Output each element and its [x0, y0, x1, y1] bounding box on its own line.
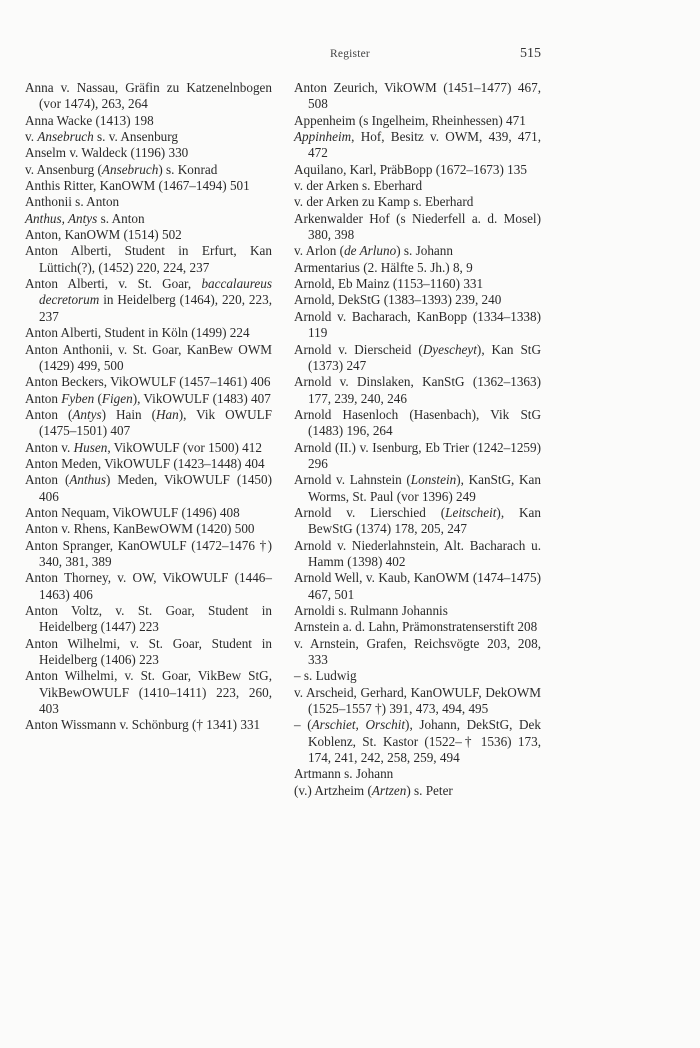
entry-italic-text: Artzen — [371, 782, 407, 798]
entry-text: Anton Zeurich, VikOWM (1451–1477) 467, 508 — [294, 80, 541, 112]
index-entry — [294, 162, 541, 178]
entry-text: Arnoldi s. Rulmann Johannis — [294, 603, 448, 618]
entry-text: Anton ( — [25, 472, 70, 488]
index-entry — [25, 227, 272, 243]
entry-text: Appenheim (s Ingelheim, Rheinhessen) 471 — [294, 112, 526, 128]
entry-text: Aquilano, Karl, PräbBopp (1672–1673) 135 — [294, 161, 527, 177]
index-entry — [25, 407, 272, 440]
entry-text: s. Anton — [97, 210, 145, 226]
page-number: 515 — [520, 46, 541, 61]
index-entry — [294, 407, 541, 440]
index-entry — [294, 211, 541, 244]
entry-italic-text: Appinheim — [294, 129, 352, 145]
index-entry — [294, 472, 541, 505]
entry-text: ), VikOWULF (1483) 407 — [132, 390, 271, 406]
index-entry — [294, 374, 541, 407]
entry-text: ), KanStG, Kan Worms, St. Paul (vor 1396) 249 — [308, 472, 541, 504]
entry-text: Anton Thorney, v. OW, VikOWULF (1446–1463) 406 — [25, 570, 272, 602]
entry-text: Anton Beckers, VikOWULF (1457–1461) 406 — [25, 374, 271, 390]
index-entry — [25, 178, 272, 194]
entry-italic-text: baccalaureus decretorum — [39, 276, 272, 308]
entry-text: Anthonii s. Anton — [25, 194, 120, 210]
entry-italic-text: de Arluno — [344, 243, 397, 259]
entry-text: ) Meden, VikOWULF (1450) 406 — [39, 472, 272, 504]
entry-text: Arnstein a. d. Lahn, Prämonstratenserstift 208 — [294, 619, 538, 635]
index-entry — [294, 260, 541, 276]
index-entry — [25, 145, 272, 161]
index-entry — [25, 325, 272, 341]
entry-text: in Heidelberg (1464), 220, 223, 237 — [39, 292, 272, 324]
entry-text: Anton Voltz, v. St. Goar, Student in Heidelberg (1447) 223 — [25, 603, 272, 635]
index-entry — [25, 456, 272, 472]
entry-text: Anthis Ritter, KanOWM (1467–1494) 501 — [25, 178, 250, 194]
index-entry — [25, 440, 272, 456]
entry-text: ) Hain ( — [101, 406, 157, 422]
entry-text: Anton Alberti, v. St. Goar, — [25, 276, 202, 292]
entry-italic-text: Leitscheit — [445, 504, 497, 520]
entry-italic-text: Arschiet, Orschit — [311, 717, 406, 733]
entry-text: Anton Nequam, VikOWULF (1496) 408 — [25, 504, 240, 520]
entry-text: Artmann s. Johann — [294, 766, 394, 782]
index-column-left — [25, 80, 272, 734]
entry-text: ) s. Peter — [406, 782, 453, 798]
entry-text: Anton Alberti, Student in Erfurt, Kan Lüttich(?), (1452) 220, 224, 237 — [25, 243, 272, 275]
entry-text: v. — [25, 129, 38, 145]
entry-text: Anton Anthonii, v. St. Goar, KanBew OWM (1429) 499, 500 — [25, 341, 272, 373]
entry-text: ), Kan StG (1373) 247 — [308, 341, 541, 373]
entry-text: Arnold, DekStG (1383–1393) 239, 240 — [294, 292, 502, 308]
entry-text: Arnold v. Lahnstein ( — [294, 472, 411, 488]
entry-text: Anna v. Nassau, Gräfin zu Katzenelnbogen (vor 1474), 263, 264 — [25, 80, 272, 112]
index-entry — [294, 717, 541, 766]
entry-text: Arnold v. Dinslaken, KanStG (1362–1363) 177, 239, 240, 246 — [294, 374, 541, 406]
entry-text: Anton ( — [25, 406, 73, 422]
index-entry — [294, 342, 541, 375]
index-entry — [25, 391, 272, 407]
entry-italic-text: Lonstein — [410, 472, 457, 488]
entry-italic-text: Antys — [72, 406, 102, 422]
index-entry — [294, 766, 541, 782]
entry-text: – s. Ludwig — [294, 668, 357, 684]
entry-text: – ( — [294, 717, 312, 733]
entry-text: Arnold v. Dierscheid ( — [294, 341, 423, 357]
index-column-right — [294, 80, 541, 799]
entry-text: v. der Arken zu Kamp s. Eberhard — [294, 194, 474, 210]
index-entry — [294, 505, 541, 538]
entry-text: s. v. Ansenburg — [93, 129, 179, 145]
entry-italic-text: Husen — [73, 439, 108, 455]
entry-text: Arkenwalder Hof (s Niederfell a. d. Mosel) 380, 398 — [294, 210, 541, 243]
entry-text: Anton Wilhelmi, v. St. Goar, VikBew StG, VikBewOWULF (1410–1411) 223, 260, 403 — [25, 668, 272, 717]
index-entry — [294, 243, 541, 259]
entry-text: (v.) Artzheim ( — [294, 782, 372, 798]
entry-text: Anton — [25, 390, 62, 406]
entry-text: v. der Arken s. Eberhard — [294, 178, 423, 194]
entry-text: Anton, KanOWM (1514) 502 — [25, 227, 182, 243]
entry-text: Arnold v. Niederlahnstein, Alt. Bacharach u. Hamm (1398) 402 — [294, 537, 541, 569]
index-entry — [25, 603, 272, 636]
entry-text: Arnold Hasenloch (Hasenbach), Vik StG (1483) 196, 264 — [294, 406, 541, 439]
entry-italic-text: Fyben — [61, 390, 95, 406]
entry-text: v. Ansenburg ( — [25, 161, 102, 177]
index-entry — [294, 129, 541, 162]
entry-text: ), Johann, DekStG, Dek Koblenz, St. Kastor (1522–† 1536) 173, 174, 241, 242, 258, 259, 494 — [308, 717, 541, 766]
entry-text: Anselm v. Waldeck (1196) 330 — [25, 145, 189, 161]
entry-italic-text: Dyescheyt — [422, 341, 477, 357]
entry-text: ) s. Konrad — [158, 161, 218, 177]
entry-text: Arnold v. Lierschied ( — [294, 504, 446, 520]
entry-text: , VikOWULF (vor 1500) 412 — [107, 439, 262, 455]
entry-italic-text: Anthus — [69, 472, 106, 488]
index-entry — [294, 276, 541, 292]
running-head — [0, 46, 700, 66]
index-entry — [294, 538, 541, 571]
entry-text: , Hof, Besitz v. OWM, 439, 471, 472 — [308, 129, 541, 161]
entry-text: Anton v. Rhens, KanBewOWM (1420) 500 — [25, 521, 255, 537]
entry-text: Anton Meden, VikOWULF (1423–1448) 404 — [25, 455, 265, 471]
index-entry — [25, 162, 272, 178]
entry-italic-text: Anthus, Antys — [25, 210, 98, 226]
index-entry — [25, 342, 272, 375]
entry-italic-text: Figen — [101, 390, 133, 406]
entry-text: Arnold v. Bacharach, KanBopp (1334–1338) 119 — [294, 308, 541, 341]
index-entry — [25, 80, 272, 113]
index-entry — [25, 374, 272, 390]
entry-italic-text: Ansebruch — [101, 161, 159, 177]
index-entry — [25, 505, 272, 521]
index-entry — [25, 538, 272, 571]
index-entry — [25, 243, 272, 276]
index-entry — [294, 619, 541, 635]
index-entry — [25, 113, 272, 129]
index-entry — [25, 717, 272, 733]
entry-text: Anna Wacke (1413) 198 — [25, 112, 154, 128]
entry-text: v. Arscheid, Gerhard, KanOWULF, DekOWM (1525–1557 †) 391, 473, 494, 495 — [294, 684, 541, 717]
index-entry — [294, 636, 541, 669]
index-entry — [294, 685, 541, 718]
entry-text: Arnold, Eb Mainz (1153–1160) 331 — [294, 276, 484, 292]
entry-italic-text: Ansebruch — [37, 129, 94, 145]
entry-text: Anton v. — [25, 439, 74, 455]
index-entry — [25, 194, 272, 210]
index-entry — [294, 783, 541, 799]
index-entry — [294, 309, 541, 342]
index-entry — [294, 178, 541, 194]
index-entry — [294, 80, 541, 113]
entry-text: Anton Spranger, KanOWULF (1472–1476 †) 340, 381, 389 — [25, 537, 272, 569]
index-entry — [25, 570, 272, 603]
entry-text: Anton Wilhelmi, v. St. Goar, Student in Heidelberg (1406) 223 — [25, 635, 272, 668]
index-entry — [294, 570, 541, 603]
index-entry — [294, 194, 541, 210]
index-entry — [25, 521, 272, 537]
entry-text: ), Vik OWULF (1475–1501) 407 — [39, 406, 272, 439]
index-entry — [294, 440, 541, 473]
entry-text: Armentarius (2. Hälfte 5. Jh.) 8, 9 — [294, 259, 473, 275]
entry-text: Arnold Well, v. Kaub, KanOWM (1474–1475) 467, 501 — [294, 570, 541, 602]
entry-text: ( — [94, 390, 102, 406]
index-entry — [294, 603, 541, 619]
index-entry — [25, 668, 272, 717]
entry-text: Anton Alberti, Student in Köln (1499) 224 — [25, 325, 250, 341]
entry-text: ), Kan BewStG (1374) 178, 205, 247 — [308, 504, 541, 537]
entry-text: ) s. Johann — [396, 243, 453, 259]
index-entry — [294, 292, 541, 308]
entry-text: v. Arlon ( — [294, 243, 345, 259]
running-title: Register — [330, 48, 370, 60]
index-entry — [25, 472, 272, 505]
entry-text: v. Arnstein, Grafen, Reichsvögte 203, 208, 333 — [294, 635, 541, 668]
index-entry — [25, 276, 272, 325]
entry-text: Arnold (II.) v. Isenburg, Eb Trier (1242–1259) 296 — [294, 439, 541, 471]
index-entry — [25, 211, 272, 227]
index-entry — [294, 113, 541, 129]
entry-text: Anton Wissmann v. Schönburg († 1341) 331 — [25, 717, 261, 733]
entry-italic-text: Han — [156, 406, 179, 422]
index-entry — [294, 668, 541, 684]
index-entry — [25, 636, 272, 669]
index-entry — [25, 129, 272, 145]
